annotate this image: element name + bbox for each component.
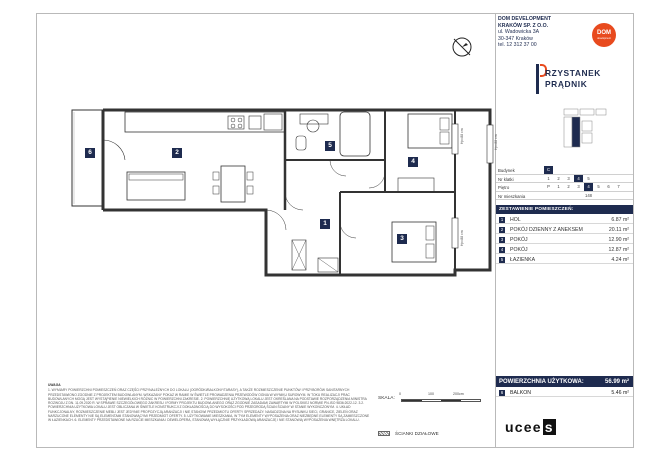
floor-cell: 1 [557, 184, 560, 189]
developer-city: 30-347 Kraków [498, 35, 533, 42]
window [452, 124, 458, 154]
stair-cell: 1 [547, 175, 550, 181]
room-area: 20.11 m² [608, 227, 629, 233]
building-label: Budynek [498, 168, 515, 173]
stair-cell: 4 [574, 175, 583, 183]
architect-logo-text: ucee [505, 419, 542, 435]
total-label: POWIERZCHNIA UŻYTKOWA: [499, 378, 584, 385]
room-number: 1 [500, 216, 504, 222]
developer-street: ul. Wadowicka 3A [498, 29, 540, 36]
building-cell: C [544, 166, 553, 174]
room-label-5: 5 [325, 141, 335, 151]
room-label-4: 4 [408, 157, 418, 167]
logo-subtext: development [597, 37, 611, 40]
room-name: POKÓJ DZIENNY Z ANEKSEM [510, 227, 583, 233]
room-name: POKÓJ [510, 247, 528, 253]
developer-phone: tel. 12 312 37 00 [498, 42, 537, 49]
stair-label: Nr klatki [498, 176, 514, 182]
window [452, 218, 458, 248]
floor-cell: P [547, 184, 550, 189]
window-height-label: Hp=88 cm [460, 230, 464, 246]
scale-mark: 0 [399, 392, 401, 396]
balcony-number: 6 [500, 389, 504, 395]
partition-wall-label: ŚCIANKI DZIAŁOWE [395, 431, 439, 436]
architect-logo-box: s [544, 419, 554, 435]
logo-text: DOM [597, 30, 611, 36]
room-area: 4.24 m² [611, 257, 629, 263]
floor-cell: 6 [607, 184, 610, 189]
room-label-1: 1 [320, 219, 330, 229]
balcony-name: BALKON [510, 390, 532, 396]
notes-text: 1. WYMIARY POWIERZCHNI POMIESZCZEŃ ORAZ CZĘŚCI PRZYNALEŻNYCH DO LOKALU (OGRÓDKI/BALKONY/TARASY), A TAKŻE ROZMIESZCZENIE PUNKTÓW I PRZYBORÓW SANITARNYCH PRZEDSTAWIONO ZGODNIE Z PROJEKTEM BUDOWLANYM. WSKAZANY POKAZ W RAMIE W ŚWIETLE PROWADZENIA PRZEWODÓW OGNIA W WYNIKU SUROWYM. W TOKU REALIZACJI PRAC BUDOWLANYCH MOGĄ JEST WYSTĄPIENIE NIEWIELKICH RÓŻNIC W POWIERZCHNI ZAKRESIE. 2. POWIERZCHNIĘ UŻYTKOWĄ LOKALU JEST OKREŚLANA NA PODSTAWIE ROZPORZĄDZENIA MINISTRA ROZWOJU Z DN. 11.09.2020 R. W SPRAWIE SZCZEGÓŁOWEGO ZAKRESU I FORMY PROJEKTU BUDOWLANEGO ORAZ ZGODNIE ZASADAMI ZAWARTYMI W POLSKIEJ NORMIE PN-ISO 9836:2022-12. 3.2. POWIERZCHNIA UŻYTKOWA LOKALU JEST OBLICZANA W ŚWIETLE KONSTRUKCJI Z DOKŁADNOŚCIĄ DO WYSOKOŚCI POD PRZEGRODĄ ŚCIAN ŚCIANY W STANIE WYKOŃCZONYM. 4. UKŁAD FUNKCJONALNY, ROZMIESZCZENIE MEBLI JEST JEDYNIE PROPOZYCJĄ ARANŻACJI I NIE STANOWI PRZEDMIOTU OFERTY SPRZEDAŻY. NASADZONA NA RYSUNKU SIECI, GRANICE, ZIELEŃ ORAZ NARZUCONE ELEMENTY NIE SĄ ELEMENTAMI STANOWIĄCYMI PRZEDMIOT OFERTY. 5. UŻYTKOWANIE MIESZKANIA, W TYM ELEMENTY WYPOSAŻENIA ORAZ NIEZBĘDNE ELEMENTY SĄ ZAMIESZCZONE W ŁAZIENKACH. 6. ELEMENTY PRZEDSTAWIONE NA RZUCIE MIESZKANIA I DEWELOPERA, STANOWIĄ WYŁĄCZNIE PRZYKŁADOWĄ ARANŻACJĘ I NIE STANOWIĄ WYPOSAŻENIA WNĘTRZA LOKALU. [48, 388, 370, 423]
developer-name: DOM DEVELOPMENT [498, 16, 552, 22]
bathtub [340, 112, 370, 156]
floor-cell: 7 [617, 184, 620, 189]
floor-cell: 5 [597, 184, 600, 189]
room-label-2: 2 [172, 148, 182, 158]
room-number: 2 [500, 226, 504, 232]
developer-company: KRAKÓW SP. Z O.O. [498, 22, 549, 29]
floor-label: Piętro [498, 185, 510, 190]
floor-cell: 4 [584, 183, 593, 191]
window-height-label: Hp=88 cm [494, 134, 498, 150]
room-name: ŁAZIENKA [510, 257, 536, 263]
flat-number: 148 [585, 192, 592, 198]
sink [249, 116, 261, 129]
project-name-line2: PRĄDNIK [545, 79, 588, 89]
wc [296, 136, 306, 150]
notes-heading: UWAGA [48, 383, 61, 387]
room-label-6: 6 [85, 148, 95, 158]
rooms-header: ZESTAWIENIE POMIESZCZEŃ: [496, 205, 633, 214]
floor-cell: 3 [577, 184, 580, 189]
scale-mark: 100 [428, 392, 434, 396]
room-number: 4 [500, 246, 504, 252]
room-area: 12.90 m² [608, 237, 629, 243]
washbasin [307, 120, 319, 132]
window-height-label: Hp=88 cm [460, 128, 464, 144]
project-name-line1: RZYSTANEK [545, 68, 601, 78]
balcony-outline [72, 110, 103, 206]
floor-cell: 2 [567, 184, 570, 189]
room-area: 6.87 m² [611, 217, 629, 223]
balcony-area: 5.46 m² [611, 390, 629, 396]
room-area: 12.87 m² [608, 247, 629, 253]
room-name: POKÓJ [510, 237, 528, 243]
room-name: HOL [510, 217, 521, 223]
scale-mark: 200cm [453, 392, 464, 396]
stair-cell: 5 [587, 175, 590, 181]
total-value: 56.99 m² [604, 378, 629, 385]
room-number: 3 [500, 236, 504, 242]
scale-label: SKALA: [378, 396, 395, 401]
fridge [264, 114, 282, 130]
dining-table [221, 166, 245, 202]
stair-cell: 2 [557, 175, 560, 181]
room-number: 5 [500, 256, 504, 262]
desk-room-4 [398, 178, 434, 192]
sofa [127, 172, 185, 200]
interior-wall [285, 160, 385, 192]
flat-label: Nr mieszkania [498, 193, 526, 199]
bed-room-4 [408, 114, 452, 148]
window [487, 125, 493, 163]
room-label-3: 3 [397, 234, 407, 244]
stair-cell: 3 [567, 175, 570, 181]
